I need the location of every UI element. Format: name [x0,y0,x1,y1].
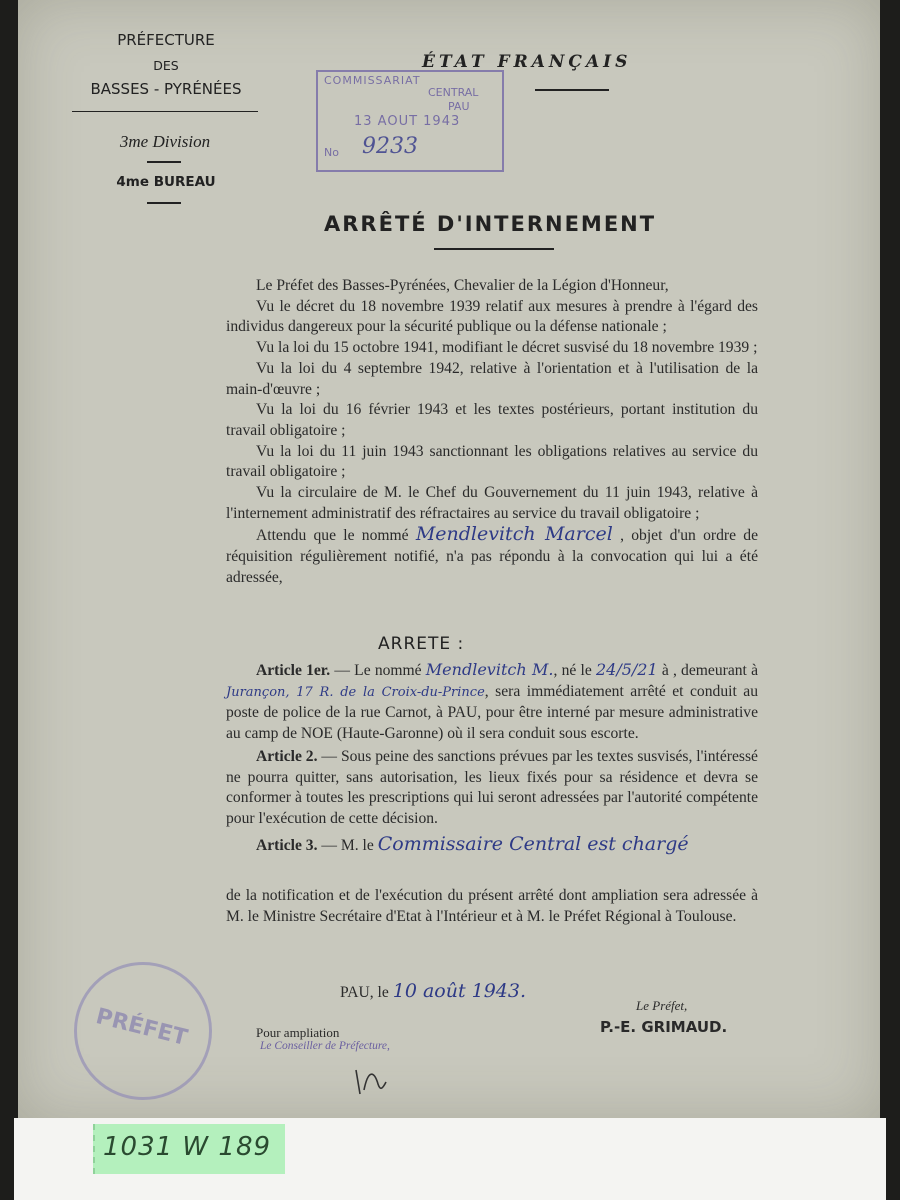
place-label: PAU, le [340,984,389,1001]
department-label: BASSES - PYRÉNÉES [90,80,242,98]
archive-tag [93,1124,285,1174]
handwritten-commissaire: Commissaire Central est chargé [377,832,689,855]
division-rule [147,161,181,163]
round-stamp-text: PRÉFET [93,1004,190,1051]
ampliation-label: Pour ampliation [256,1025,340,1040]
prefecture-round-stamp [74,962,212,1100]
signature-scribble [352,1060,392,1100]
reception-stamp [316,70,504,172]
handwritten-birthdate: 24/5/21 [595,660,658,679]
stamp-line1: COMMISSARIAT [324,74,421,87]
article-2-text: — Sous peine des sanctions prévues par les textes susvisés, l'intéressé ne pourra quitter, sans autorisation, les lieux fixés pour sa résidence et devra se conformer à toutes les prescriptions qui lui seront adressées par l'autorité compétente pour l'exécution de cette décision. [226,747,758,827]
bureau-label: 4me BUREAU [116,174,216,190]
place-date [340,980,526,1002]
article-1-label: Article 1er. [256,662,331,679]
header-rule [72,111,258,112]
preamble-line: Vu la loi du 4 septembre 1942, relative à l'orientation et à l'utilisation de la main-d'œuvre ; [226,359,758,398]
handwritten-name: Mendlevitch Marcel [415,523,613,546]
stamp-line2: CENTRAL [428,86,479,99]
article-1-text-born: , né le [553,662,592,679]
article-2-label: Article 2. [256,747,318,765]
arrete-heading: ARRETE : [378,634,465,654]
attendu-paragraph [226,524,758,588]
title-rule [434,248,554,250]
articles [226,660,758,928]
handwritten-address: Jurançon, 17 R. de la Croix-du-Prince [226,684,485,700]
archive-reference: 1031 W 189 [103,1132,272,1162]
handwritten-date: 10 août 1943. [392,980,527,1002]
stamp-place: PAU [448,100,470,113]
article-1-text-living: , demeurant à [672,662,758,679]
article-2 [226,747,758,830]
article-3-text: — M. le [321,836,374,854]
article-1-text-at: à [661,662,669,679]
conseiller-stamp: Le Conseiller de Préfecture, [260,1040,390,1052]
attendu-text: Attendu que le nommé [256,527,409,545]
preamble-line: Le Préfet des Basses-Pyrénées, Chevalier de la Légion d'Honneur, [256,277,669,294]
preamble-line: Vu la loi du 16 février 1943 et les textes postérieurs, portant institution du travail obligatoire ; [226,401,758,439]
preamble [226,276,758,589]
article-1-text: — Le nommé [334,662,422,679]
preamble-line: Vu le décret du 18 novembre 1939 relatif aux mesures à prendre à l'égard des individus dangereux pour la sécurité publique ou la défense nationale ; [226,297,758,336]
etat-rule [535,89,609,91]
preamble-line: Vu la loi du 15 octobre 1941, modifiant le décret susvisé du 18 novembre 1939 ; [256,339,758,357]
article-3 [226,834,758,857]
document-title: ARRÊTÉ D'INTERNEMENT [324,212,657,236]
attendu-text-2: , objet d'un ordre de réquisition régulièrement notifié, n'a pas répondu à la convocation qui lui a été adressée, [226,527,758,586]
prefet-name: P.-E. GRIMAUD. [600,1018,728,1036]
division-label: 3me Division [119,132,211,151]
stamp-number-label: No [324,146,339,159]
article-3-label: Article 3. [256,836,318,854]
preamble-line: Vu la loi du 11 juin 1943 sanctionnant les obligations relatives au service du travail obligatoire ; [226,442,758,481]
handwritten-name-short: Mendlevitch M. [425,660,554,679]
stamp-date: 13 AOUT 1943 [354,114,461,129]
etat-francais-heading: ÉTAT FRANÇAIS [422,52,632,72]
des-label: DES [153,58,179,73]
article-1-text-end: , sera immédiatement arrêté et conduit au poste de police de la rue Carnot, à PAU, pour être interné par mesure administrative au camp de NOE (Haute-Garonne) où il sera conduit sous escorte. [226,682,758,743]
stamp-number: 9233 [362,134,418,159]
bureau-rule [147,202,181,204]
preamble-line: Vu la circulaire de M. le Chef du Gouvernement du 11 juin 1943, relative à l'internement administratif des réfractaires au service du travail obligatoire ; [226,484,758,522]
prefet-title: Le Préfet, [636,998,688,1013]
prefecture-label: PRÉFECTURE [117,31,215,49]
article-1 [226,660,758,745]
article-3-continuation: de la notification et de l'exécution du présent arrêté dont ampliation sera adressée à M. le Ministre Secrétaire d'Etat à l'Intérieur et à M. le Préfet Régional à Toulouse. [226,887,758,926]
